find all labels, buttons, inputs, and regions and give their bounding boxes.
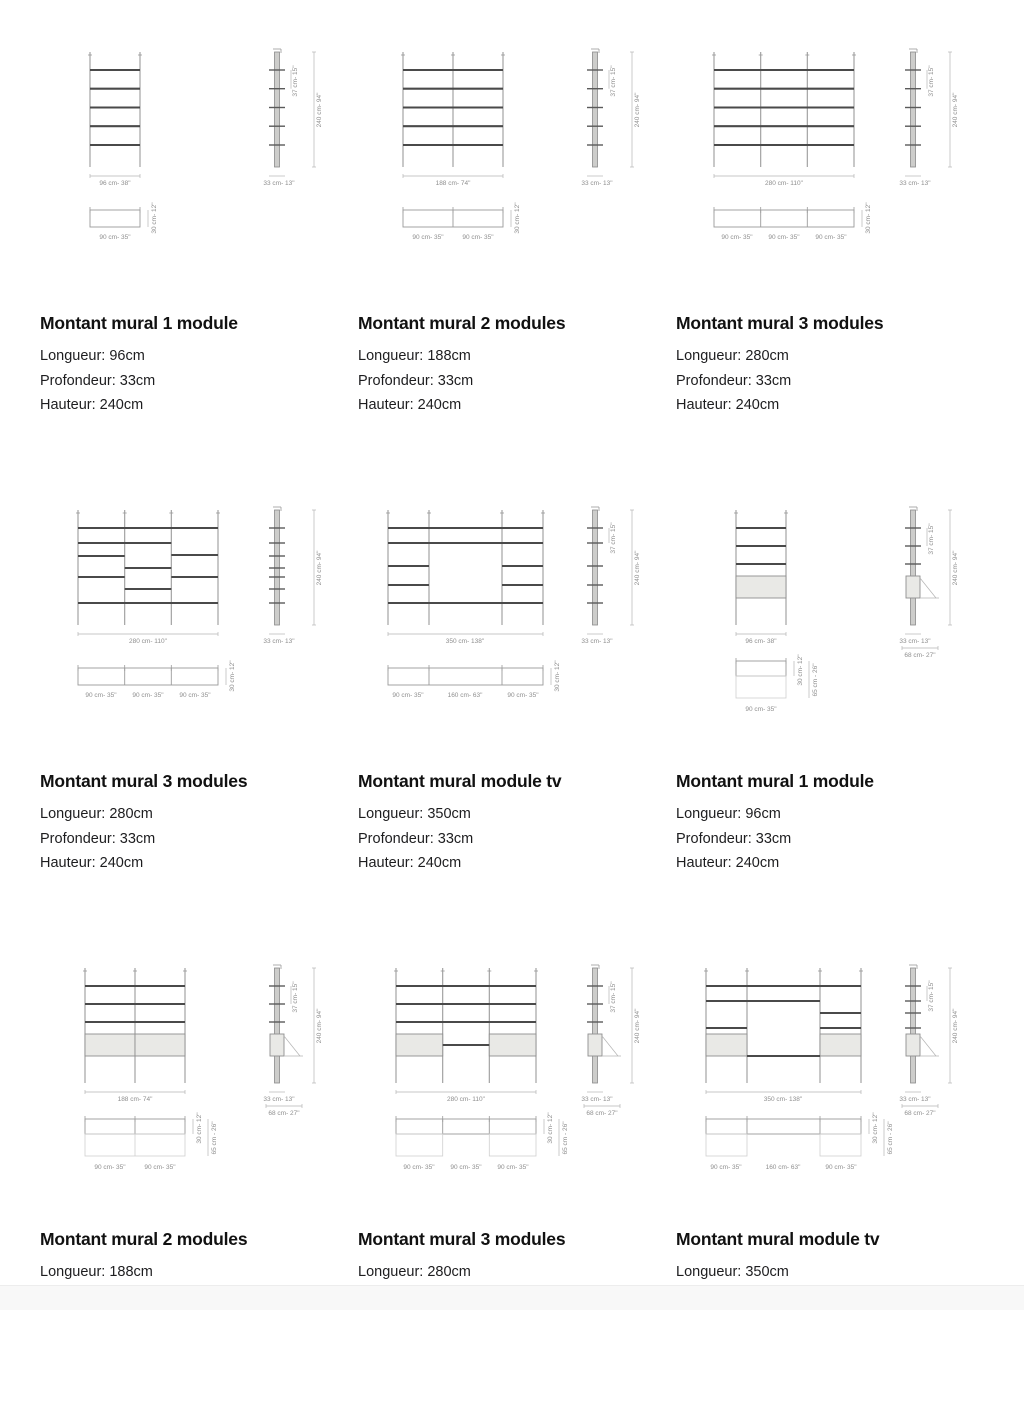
front-view — [704, 968, 863, 1103]
dimension-label: 33 cm- 13" — [581, 1096, 613, 1103]
technical-drawing — [666, 956, 984, 1191]
dimension-label: 30 cm- 12" — [229, 660, 236, 692]
dimension-label: 188 cm- 74" — [117, 1096, 153, 1103]
product-spec: Longueur: 350cm — [358, 806, 471, 822]
product-spec: Hauteur: 240cm — [40, 397, 144, 413]
dimension-label: 188 cm- 74" — [435, 180, 471, 187]
dimension-label: 240 cm- 94" — [634, 1008, 641, 1044]
dimension-label: 90 cm- 35" — [497, 1164, 529, 1171]
product-spec: Profondeur: 33cm — [358, 372, 474, 389]
dimension-label: 90 cm- 35" — [768, 234, 800, 241]
dimension-label: 30 cm- 12" — [196, 1112, 203, 1144]
dimension-label: 37 cm- 15" — [292, 981, 299, 1013]
dimension-label: 33 cm- 13" — [899, 1096, 931, 1103]
front-view — [83, 968, 187, 1103]
dimension-label: 68 cm- 27" — [268, 1110, 300, 1117]
product-card — [348, 30, 666, 488]
dimension-label: 240 cm- 94" — [952, 1008, 959, 1044]
product-spec: Longueur: 96cm — [40, 348, 145, 364]
dimension-label: 240 cm- 94" — [634, 550, 641, 586]
dimension-label: 33 cm- 13" — [263, 1096, 295, 1103]
dimension-label: 90 cm- 35" — [710, 1164, 742, 1171]
dimension-label: 68 cm- 27" — [586, 1110, 618, 1117]
technical-drawing — [666, 40, 984, 275]
product-spec: Profondeur: 33cm — [40, 830, 156, 847]
dimension-label: 30 cm- 12" — [865, 202, 872, 234]
product-card — [30, 488, 348, 946]
product-spec: Profondeur: 33cm — [40, 372, 156, 389]
product-card — [666, 946, 984, 1404]
dimension-label: 280 cm- 110" — [129, 638, 167, 645]
technical-drawing — [666, 498, 984, 733]
product-card — [666, 488, 984, 946]
product-spec: Hauteur: 240cm — [358, 397, 462, 413]
dimension-label: 90 cm- 35" — [144, 1164, 176, 1171]
front-view — [401, 52, 505, 187]
front-view — [712, 52, 856, 187]
dimension-label: 90 cm- 35" — [403, 1164, 435, 1171]
dimension-label: 37 cm- 15" — [928, 65, 935, 97]
side-view — [263, 507, 323, 645]
product-spec: Longueur: 96cm — [676, 806, 781, 822]
dimension-label: 90 cm- 35" — [412, 234, 444, 241]
product-spec: Profondeur: 33cm — [676, 830, 792, 847]
dimension-label: 350 cm- 138" — [763, 1096, 803, 1103]
product-title: Montant mural module tv — [676, 1229, 880, 1249]
dimension-label: 96 cm- 38" — [745, 638, 777, 645]
product-card — [30, 30, 348, 488]
technical-drawing — [348, 956, 666, 1191]
dimension-label: 37 cm- 15" — [610, 65, 617, 97]
product-title: Montant mural 2 modules — [40, 1229, 248, 1249]
dimension-label: 90 cm- 35" — [745, 706, 777, 713]
front-view — [88, 52, 142, 187]
technical-drawing — [30, 40, 348, 275]
footer-band — [0, 1285, 1024, 1310]
side-view — [899, 965, 959, 1117]
dimension-label: 90 cm- 35" — [179, 692, 211, 699]
dimension-label: 33 cm- 13" — [263, 180, 295, 187]
dimension-label: 280 cm- 110" — [765, 180, 803, 187]
product-spec: Longueur: 188cm — [358, 348, 471, 364]
product-spec: Longueur: 280cm — [676, 348, 789, 364]
dimension-label: 30 cm- 12" — [151, 202, 158, 234]
dimension-label: 30 cm- 12" — [554, 660, 561, 692]
product-title: Montant mural 3 modules — [676, 313, 884, 333]
side-view — [581, 49, 641, 187]
dimension-label: 33 cm- 13" — [263, 638, 295, 645]
dimension-label: 240 cm- 94" — [316, 92, 323, 128]
dimension-label: 37 cm- 15" — [928, 980, 935, 1012]
technical-drawing — [30, 956, 348, 1191]
product-title: Montant mural 1 module — [676, 771, 874, 791]
dimension-label: 90 cm- 35" — [462, 234, 494, 241]
dimension-label: 30 cm- 12" — [514, 202, 521, 234]
dimension-label: 90 cm- 35" — [132, 692, 164, 699]
side-view — [263, 49, 323, 187]
product-title: Montant mural 2 modules — [358, 313, 566, 333]
dimension-label: 160 cm- 63" — [765, 1164, 801, 1171]
dimension-label: 90 cm- 35" — [507, 692, 539, 699]
side-view — [899, 49, 959, 187]
product-title: Montant mural 3 modules — [358, 1229, 566, 1249]
dimension-label: 65 cm - 26" — [887, 1121, 894, 1155]
product-card — [30, 946, 348, 1404]
dimension-label: 33 cm- 13" — [899, 638, 931, 645]
dimension-label: 65 cm - 26" — [211, 1121, 218, 1155]
technical-drawing — [30, 498, 348, 733]
dimension-label: 90 cm- 35" — [815, 234, 847, 241]
dimension-label: 37 cm- 15" — [292, 65, 299, 97]
product-spec: Hauteur: 240cm — [676, 855, 780, 871]
side-view — [263, 965, 323, 1117]
top-view — [85, 1112, 218, 1171]
top-view — [736, 654, 819, 713]
dimension-label: 30 cm- 12" — [872, 1112, 879, 1144]
dimension-label: 68 cm- 27" — [904, 652, 936, 659]
front-view — [76, 510, 220, 645]
product-spec: Profondeur: 33cm — [676, 372, 792, 389]
dimension-label: 33 cm- 13" — [581, 180, 613, 187]
front-view — [734, 510, 788, 645]
dimension-label: 90 cm- 35" — [721, 234, 753, 241]
top-view — [714, 202, 872, 241]
dimension-label: 33 cm- 13" — [581, 638, 613, 645]
dimension-label: 90 cm- 35" — [99, 234, 131, 241]
technical-drawing — [348, 40, 666, 275]
dimension-label: 37 cm- 15" — [610, 981, 617, 1013]
top-view — [396, 1112, 569, 1171]
dimension-label: 240 cm- 94" — [316, 550, 323, 586]
dimension-label: 65 cm - 26" — [562, 1121, 569, 1155]
product-spec: Hauteur: 240cm — [358, 855, 462, 871]
product-title: Montant mural 3 modules — [40, 771, 248, 791]
top-view — [388, 660, 561, 699]
product-grid — [30, 30, 984, 1404]
dimension-label: 37 cm- 15" — [610, 522, 617, 554]
dimension-label: 240 cm- 94" — [952, 550, 959, 586]
dimension-label: 350 cm- 138" — [445, 638, 485, 645]
product-title: Montant mural module tv — [358, 771, 562, 791]
top-view — [78, 660, 236, 699]
side-view — [581, 965, 641, 1117]
side-view — [581, 507, 641, 645]
product-spec: Longueur: 280cm — [358, 1264, 471, 1280]
dimension-label: 90 cm- 35" — [94, 1164, 126, 1171]
top-view — [706, 1112, 894, 1171]
product-card — [666, 30, 984, 488]
dimension-label: 240 cm- 94" — [634, 92, 641, 128]
dimension-label: 90 cm- 35" — [85, 692, 117, 699]
top-view — [90, 202, 158, 241]
dimension-label: 90 cm- 35" — [825, 1164, 857, 1171]
side-view — [899, 507, 959, 659]
product-title: Montant mural 1 module — [40, 313, 238, 333]
product-spec: Longueur: 188cm — [40, 1264, 153, 1280]
product-spec: Longueur: 350cm — [676, 1264, 789, 1280]
product-spec: Profondeur: 33cm — [358, 830, 474, 847]
dimension-label: 280 cm- 110" — [447, 1096, 485, 1103]
dimension-label: 30 cm- 12" — [797, 654, 804, 686]
dimension-label: 30 cm- 12" — [547, 1112, 554, 1144]
top-view — [403, 202, 521, 241]
dimension-label: 240 cm- 94" — [316, 1008, 323, 1044]
front-view — [394, 968, 538, 1103]
product-spec: Longueur: 280cm — [40, 806, 153, 822]
dimension-label: 37 cm- 15" — [928, 523, 935, 555]
dimension-label: 160 cm- 63" — [447, 692, 483, 699]
dimension-label: 96 cm- 38" — [99, 180, 131, 187]
dimension-label: 90 cm- 35" — [450, 1164, 482, 1171]
dimension-label: 33 cm- 13" — [899, 180, 931, 187]
front-view — [386, 510, 545, 645]
product-card — [348, 488, 666, 946]
product-card — [348, 946, 666, 1404]
dimension-label: 90 cm- 35" — [392, 692, 424, 699]
dimension-label: 240 cm- 94" — [952, 92, 959, 128]
dimension-label: 65 cm - 26" — [812, 663, 819, 697]
dimension-label: 68 cm- 27" — [904, 1110, 936, 1117]
technical-drawing — [348, 498, 666, 733]
product-spec: Hauteur: 240cm — [676, 397, 780, 413]
product-spec: Hauteur: 240cm — [40, 855, 144, 871]
